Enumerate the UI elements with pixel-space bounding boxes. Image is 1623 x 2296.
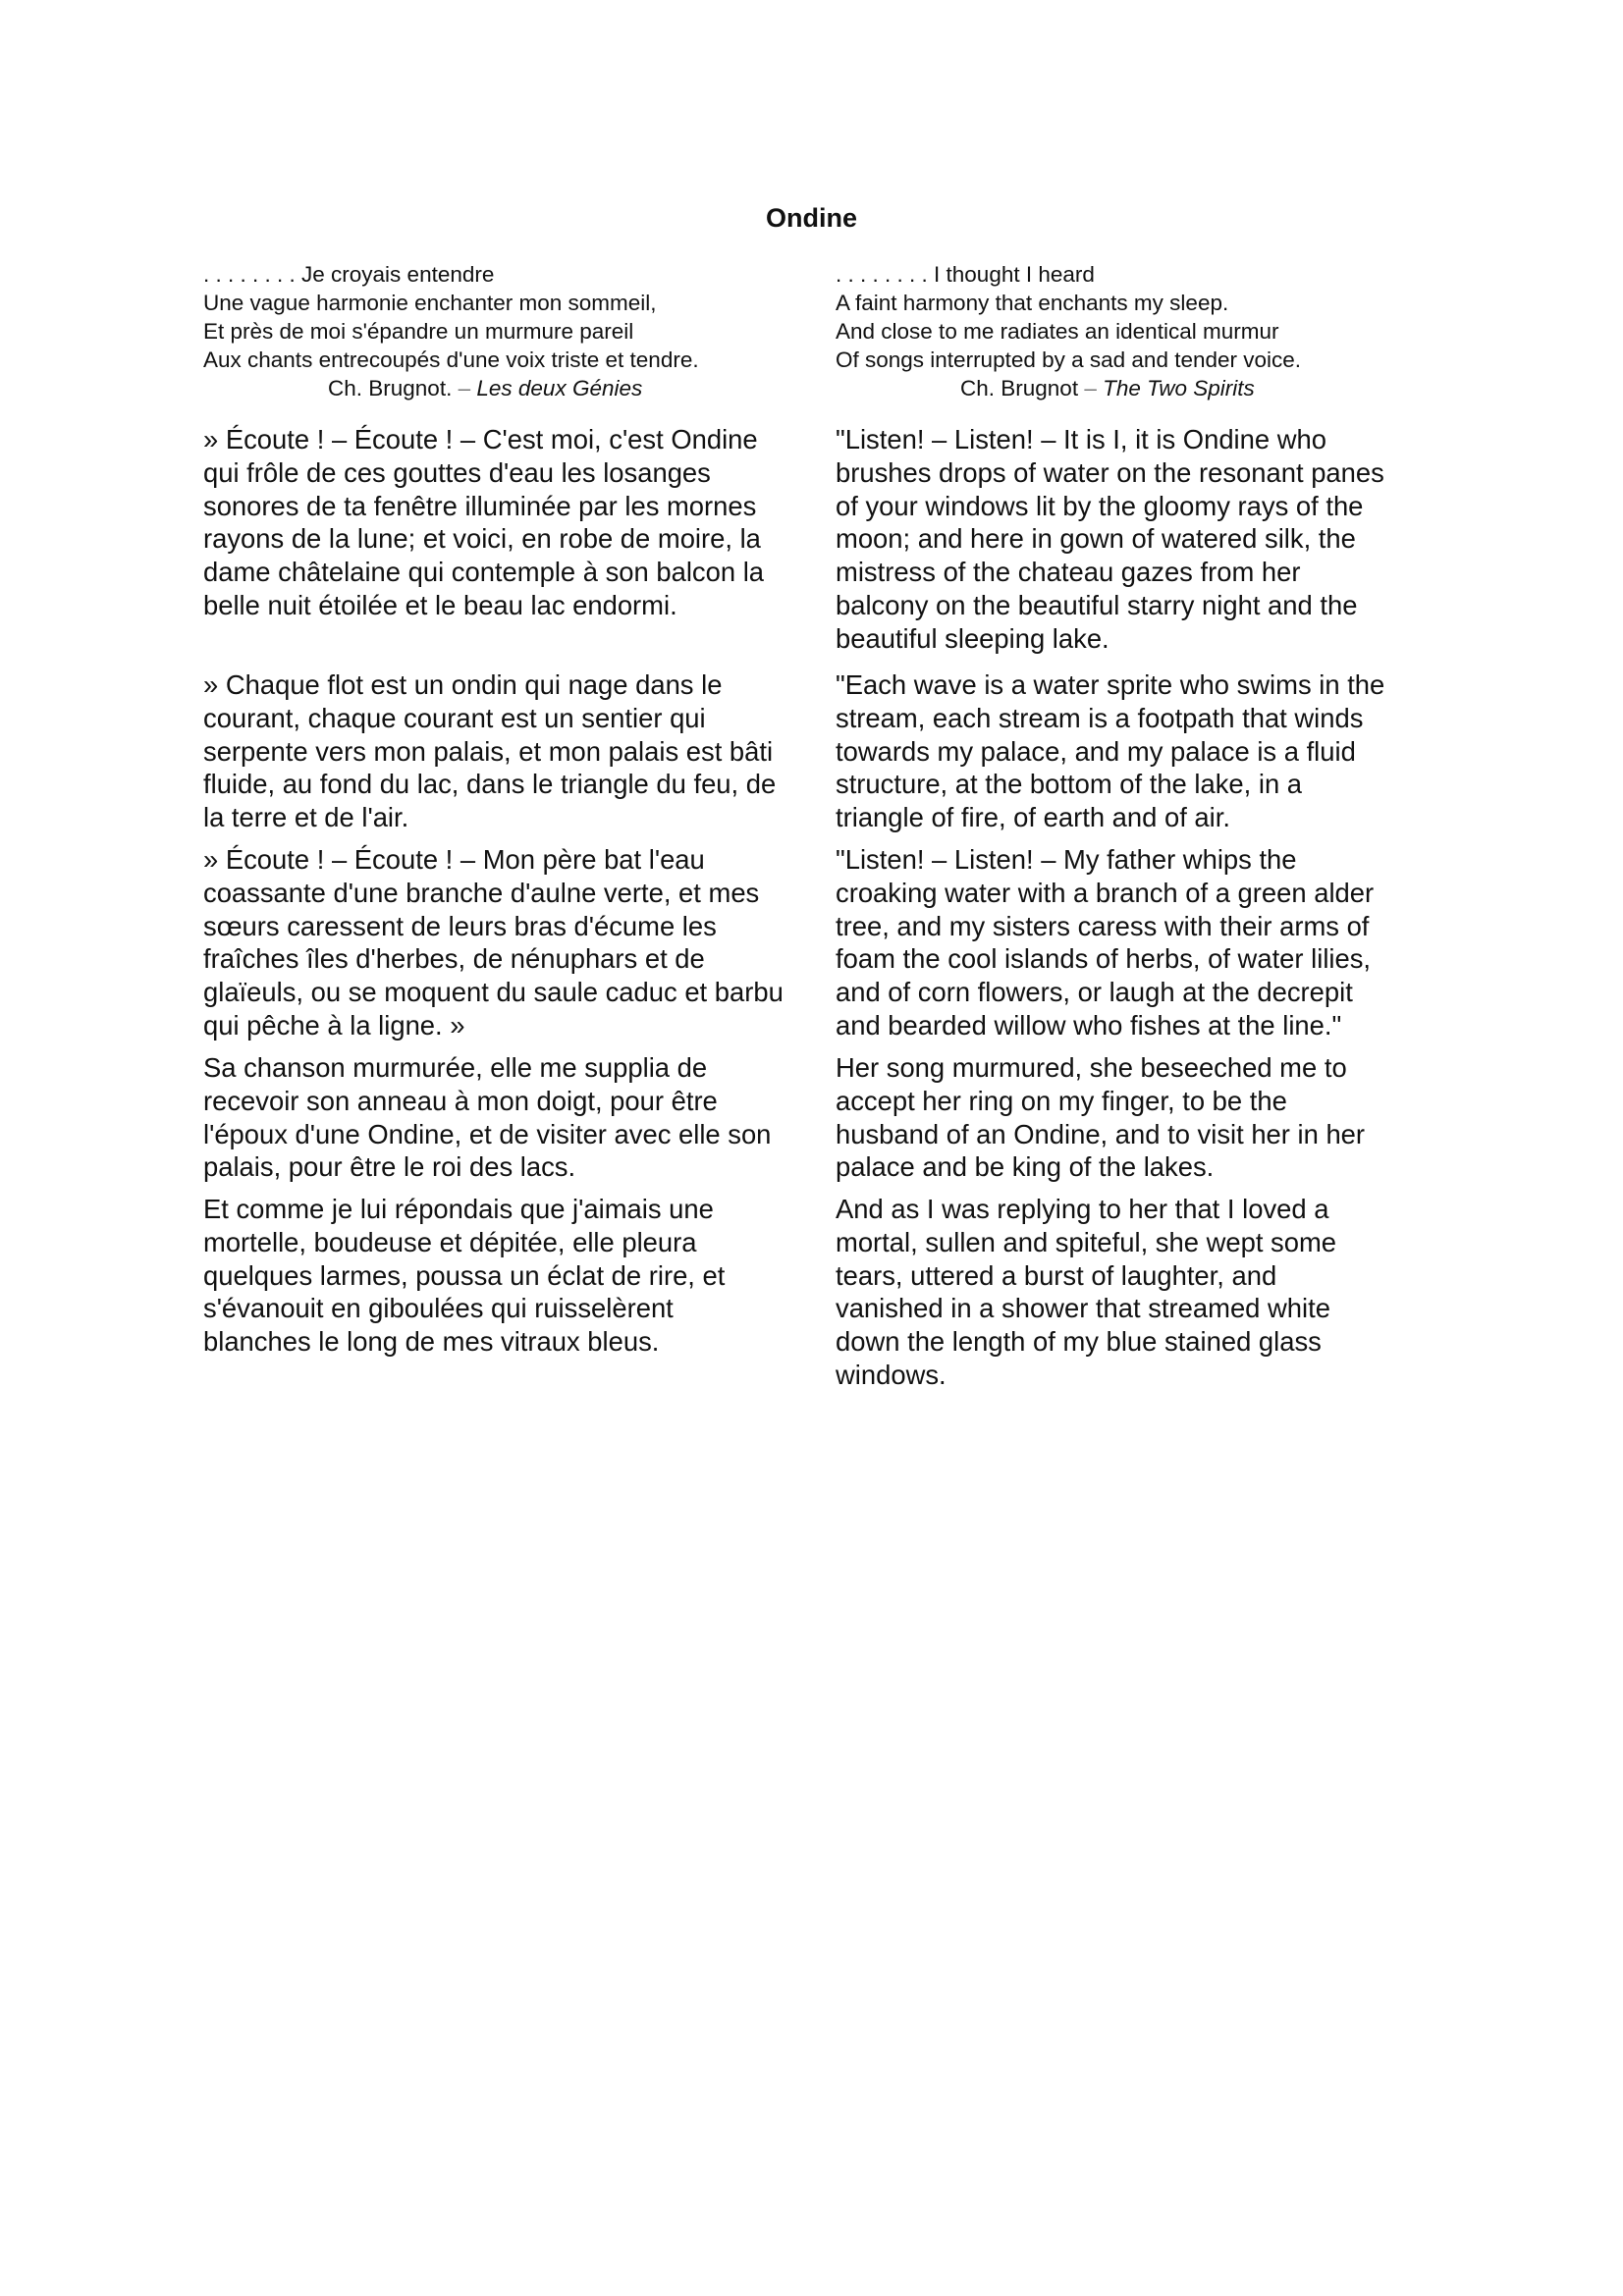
paragraph-english-3 (836, 843, 1444, 1042)
text-line: belle nuit étoilée et le beau lac endormi. (203, 589, 677, 620)
text-line: glaïeuls, ou se moquent du saule caduc et barbu (203, 977, 784, 1008)
text-line: triangle of fire, of earth and of air. (836, 802, 1230, 833)
english-column (836, 260, 1444, 1390)
text-line: and bearded willow who fishes at the line." (836, 1009, 1342, 1041)
epigraph-line: And close to me radiates an identical murmur (836, 319, 1279, 344)
paragraph-english-4 (836, 1051, 1444, 1184)
text-line: » Chaque flot est un ondin qui nage dans le (203, 669, 723, 700)
text-line: coassante d'une branche d'aulne verte, et mes (203, 877, 760, 908)
attribution-dash: – (458, 376, 471, 400)
text-line: la terre et de l'air. (203, 802, 409, 833)
text-line: "Listen! – Listen! – It is I, it is Ondine who (836, 424, 1326, 454)
text-line: "Listen! – Listen! – My father whips the (836, 844, 1297, 875)
attribution-author: Ch. Brugnot. (328, 376, 453, 400)
text-line: palace and be king of the lakes. (836, 1151, 1215, 1183)
text-line: rayons de la lune; et voici, en robe de moire, la (203, 523, 761, 555)
epigraph-line: Et près de moi s'épandre un murmure pareil (203, 319, 634, 344)
text-line: beautiful sleeping lake. (836, 622, 1109, 654)
text-line: qui pêche à la ligne. » (203, 1009, 465, 1041)
attribution-work: The Two Spirits (1103, 376, 1255, 400)
epigraph-attribution (203, 374, 832, 402)
epigraph-attribution (836, 374, 1444, 402)
epigraph-line: Of songs interrupted by a sad and tender voice. (836, 347, 1302, 372)
text-line: mortelle, boudeuse et dépitée, elle pleura (203, 1226, 697, 1257)
text-line: windows. (836, 1359, 947, 1390)
epigraph-english (836, 260, 1444, 407)
text-line: sonores de ta fenêtre illuminée par les mornes (203, 490, 757, 521)
text-line: husband of an Ondine, and to visit her in her (836, 1118, 1366, 1149)
french-column (203, 260, 832, 1358)
paragraph-french-3 (203, 843, 832, 1042)
text-line: fluide, au fond du lac, dans le triangle du feu, de (203, 769, 777, 800)
text-line: courant, chaque courant est un sentier qui (203, 702, 706, 733)
attribution-author: Ch. Brugnot (960, 376, 1079, 400)
text-line: mortal, sullen and spiteful, she wept some (836, 1226, 1337, 1257)
paragraph-french-2 (203, 668, 832, 834)
paragraph-french-1 (203, 423, 832, 622)
paragraph-english-5 (836, 1193, 1444, 1392)
epigraph-line: Une vague harmonie enchanter mon sommeil, (203, 291, 657, 315)
text-line: balcony on the beautiful starry night and the (836, 589, 1358, 620)
text-line: blanches le long de mes vitraux bleus. (203, 1326, 660, 1358)
text-line: sœurs caressent de leurs bras d'écume les (203, 910, 717, 941)
text-line: palais, pour être le roi des lacs. (203, 1151, 576, 1183)
text-line: recevoir son anneau à mon doigt, pour être (203, 1085, 718, 1116)
text-line: serpente vers mon palais, et mon palais est bâti (203, 735, 774, 767)
text-line: mistress of the chateau gazes from her (836, 557, 1301, 588)
text-line: structure, at the bottom of the lake, in a (836, 769, 1303, 800)
text-line: s'évanouit en giboulées qui ruisselèrent (203, 1293, 674, 1324)
attribution-work: Les deux Génies (476, 376, 643, 400)
text-line: fraîches îles d'herbes, de nénuphars et de (203, 943, 705, 975)
text-line: And as I was replying to her that I loved a (836, 1194, 1329, 1224)
text-line: brushes drops of water on the resonant panes (836, 456, 1384, 488)
epigraph-line: A faint harmony that enchants my sleep. (836, 291, 1229, 315)
text-line: towards my palace, and my palace is a fluid (836, 735, 1356, 767)
text-line: and of corn flowers, or laugh at the decrepit (836, 977, 1353, 1008)
text-line: » Écoute ! – Écoute ! – Mon père bat l'eau (203, 844, 705, 875)
epigraph-line: Aux chants entrecoupés d'une voix triste et tendre. (203, 347, 699, 372)
text-line: Sa chanson murmurée, elle me supplia de (203, 1052, 708, 1083)
text-line: tears, uttered a burst of laughter, and (836, 1259, 1277, 1291)
text-line: "Each wave is a water sprite who swims in the (836, 669, 1385, 700)
text-line: » Écoute ! – Écoute ! – C'est moi, c'est Ondine (203, 424, 758, 454)
text-line: vanished in a shower that streamed white (836, 1293, 1330, 1324)
paragraph-french-4 (203, 1051, 832, 1184)
text-line: accept her ring on my finger, to be the (836, 1085, 1287, 1116)
text-line: foam the cool islands of herbs, of water lilies, (836, 943, 1372, 975)
text-line: Et comme je lui répondais que j'aimais une (203, 1194, 714, 1224)
paragraph-english-2 (836, 668, 1444, 834)
text-line: down the length of my blue stained glass (836, 1326, 1322, 1358)
text-line: croaking water with a branch of a green alder (836, 877, 1375, 908)
attribution-dash: – (1084, 376, 1097, 400)
text-line: Her song murmured, she beseeched me to (836, 1052, 1347, 1083)
text-line: qui frôle de ces gouttes d'eau les losanges (203, 456, 711, 488)
paragraph-english-1 (836, 423, 1444, 656)
text-line: moon; and here in gown of watered silk, the (836, 523, 1356, 555)
text-line: tree, and my sisters caress with their arms of (836, 910, 1370, 941)
text-line: l'époux d'une Ondine, et de visiter avec elle son (203, 1118, 772, 1149)
text-line: dame châtelaine qui contemple à son balcon la (203, 557, 765, 588)
text-line: stream, each stream is a footpath that winds (836, 702, 1364, 733)
epigraph-french (203, 260, 832, 407)
page-title: Ondine (766, 203, 857, 233)
epigraph-line: . . . . . . . . I thought I heard (836, 262, 1095, 287)
paragraph-french-5 (203, 1193, 832, 1359)
text-line: quelques larmes, poussa un éclat de rire, et (203, 1259, 726, 1291)
epigraph-line: . . . . . . . . Je croyais entendre (203, 262, 495, 287)
text-line: of your windows lit by the gloomy rays of the (836, 490, 1364, 521)
